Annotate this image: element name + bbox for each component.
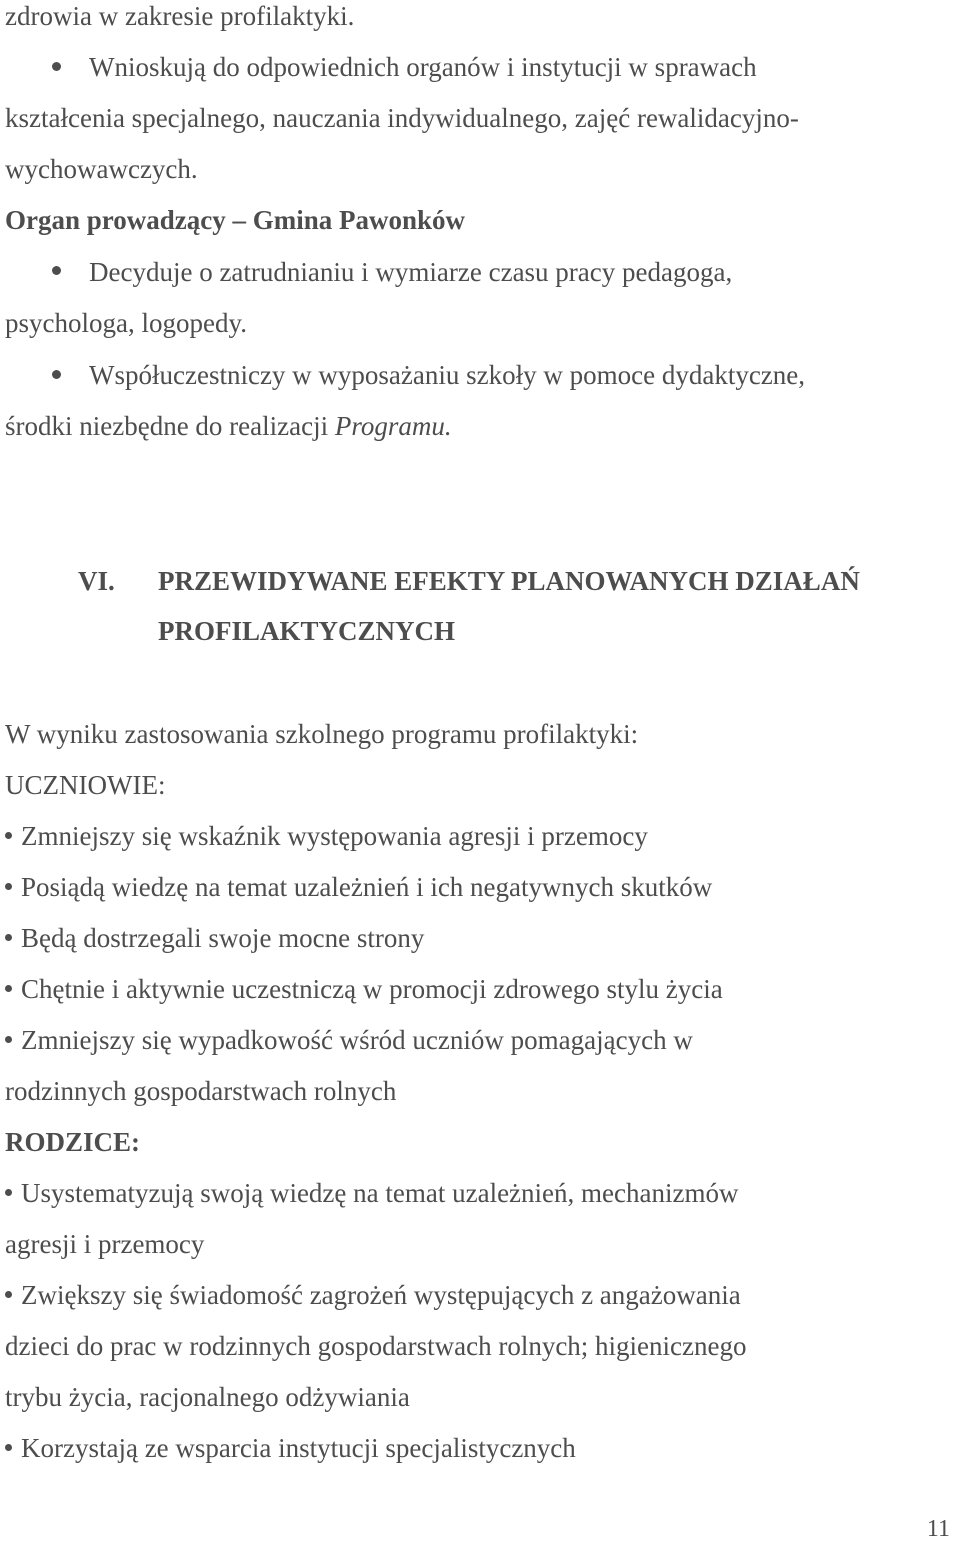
- list-item: [5, 871, 712, 903]
- list-item-text: Chętnie i aktywnie uczestniczą w promocji zdrowego stylu życia: [21, 974, 723, 1004]
- program-emphasis: Programu.: [334, 411, 452, 441]
- intro-text: W wyniku zastosowania szkolnego programu profilaktyki:: [5, 719, 639, 749]
- list-item-text: Zmniejszy się wypadkowość wśród uczniów pomagających w: [21, 1025, 693, 1055]
- paragraph-line: zdrowia w zakresie profilaktyki.: [5, 1, 355, 31]
- bullet-icon: [5, 934, 12, 941]
- list-item: Decyduje o zatrudnianiu i wymiarze czasu pracy pedagoga,: [89, 257, 733, 287]
- list-item-continuation: agresji i przemocy: [5, 1229, 205, 1259]
- list-item: Współuczestniczy w wyposażaniu szkoły w pomoce dydaktyczne,: [89, 360, 806, 390]
- list-item: [5, 1432, 576, 1464]
- list-item-continuation: [5, 410, 452, 442]
- list-item-continuation: psychologa, logopedy.: [5, 308, 247, 338]
- list-item: [5, 973, 723, 1005]
- bullet-icon: [5, 1036, 12, 1043]
- bullet-icon: [5, 985, 12, 992]
- bullet-icon: [5, 1444, 12, 1451]
- list-item-text: Zwiększy się świadomość zagrożeń występujących z angażowania: [21, 1280, 741, 1310]
- bullet-icon: [5, 1189, 12, 1196]
- students-heading: UCZNIOWIE:: [5, 770, 166, 800]
- list-item-text: środki niezbędne do realizacji: [5, 411, 335, 441]
- bullet-icon: [5, 883, 12, 890]
- list-item-continuation: wychowawczych.: [5, 154, 198, 184]
- section-number: VI.: [78, 566, 115, 596]
- organ-heading: Organ prowadzący – Gmina Pawonków: [5, 205, 466, 235]
- section-title: PRZEWIDYWANE EFEKTY PLANOWANYCH DZIAŁAŃ: [158, 566, 860, 596]
- list-item: [5, 1177, 738, 1209]
- bullet-icon: [5, 832, 12, 839]
- list-item-continuation: trybu życia, racjonalnego odżywiania: [5, 1382, 410, 1412]
- bullet-icon: [52, 266, 61, 275]
- list-item: [5, 1024, 693, 1056]
- list-item-continuation: dzieci do prac w rodzinnych gospodarstwach rolnych; higienicznego: [5, 1331, 747, 1361]
- list-item-continuation: kształcenia specjalnego, nauczania indywidualnego, zajęć rewalidacyjno-: [5, 103, 799, 133]
- bullet-icon: [52, 62, 61, 71]
- list-item-text: Będą dostrzegali swoje mocne strony: [21, 923, 425, 953]
- list-item-text: Usystematyzują swoją wiedzę na temat uzależnień, mechanizmów: [21, 1178, 739, 1208]
- parents-heading: RODZICE:: [5, 1127, 141, 1157]
- list-item-text: Korzystają ze wsparcia instytucji specjalistycznych: [21, 1433, 576, 1463]
- list-item: [5, 922, 424, 954]
- list-item: [5, 820, 648, 852]
- list-item: Wnioskują do odpowiednich organów i instytucji w sprawach: [89, 52, 757, 82]
- list-item-text: Zmniejszy się wskaźnik występowania agresji i przemocy: [21, 821, 648, 851]
- list-item: [5, 1279, 741, 1311]
- bullet-icon: [52, 370, 61, 379]
- list-item-text: Posiądą wiedzę na temat uzależnień i ich negatywnych skutków: [21, 872, 713, 902]
- page-number: 11: [926, 1516, 950, 1542]
- list-item-continuation: rodzinnych gospodarstwach rolnych: [5, 1076, 397, 1106]
- bullet-icon: [5, 1291, 12, 1298]
- section-title-continuation: PROFILAKTYCZNYCH: [158, 616, 456, 646]
